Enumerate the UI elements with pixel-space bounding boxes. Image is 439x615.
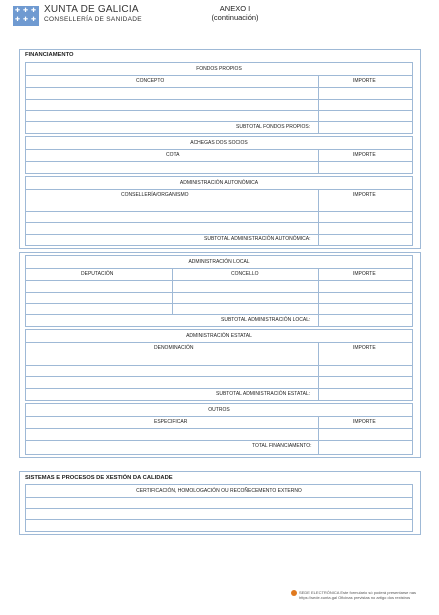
footer-line-2: https://sede.xunta.gal Oficinas previstas no artigo dos rexistros xyxy=(299,595,411,600)
annex-title: ANEXO I xyxy=(219,4,251,13)
financing-total: TOTAL FINANCIAMENTO: xyxy=(252,443,312,449)
own-funds-title: FONDOS PROPIOS xyxy=(196,66,242,72)
col-body: CONSELLERÍA/ORGANISMO xyxy=(121,192,189,198)
annex-subtitle: (continuación) xyxy=(211,13,259,22)
financing-section xyxy=(19,49,421,249)
quality-title: SISTEMAS E PROCESOS DE XESTIÓN DA CALIDADE xyxy=(25,475,173,481)
partners-band xyxy=(25,136,413,174)
own-funds-band xyxy=(25,62,413,134)
col-concept: CONCEPTO xyxy=(136,78,165,84)
footer-line-1: SEDE ELECTRÓNICA Este formulario só poderá presentarse nas xyxy=(299,590,416,595)
partners-title: ACHEGAS DOS SOCIOS xyxy=(190,140,248,146)
local-admin-title: ADMINISTRACIÓN LOCAL xyxy=(188,259,250,265)
col-name: DENOMINACIÓN xyxy=(154,345,194,351)
col-amount: IMPORTE xyxy=(353,271,376,277)
sede-electronica-icon xyxy=(291,590,297,596)
col-amount: IMPORTE xyxy=(353,419,376,425)
annex-heading xyxy=(170,4,300,22)
financing-title: FINANCIAMENTO xyxy=(25,52,74,58)
quality-band xyxy=(25,484,413,532)
state-admin-subtotal: SUBTOTAL ADMINISTRACIÓN ESTATAL: xyxy=(216,391,311,397)
col-amount: IMPORTE xyxy=(353,152,376,158)
col-specify: ESPECIFICAR xyxy=(154,419,188,425)
regional-admin-band xyxy=(25,176,413,246)
col-council: CONCELLO xyxy=(231,271,259,277)
col-amount: IMPORTE xyxy=(353,78,376,84)
local-admin-subtotal: SUBTOTAL ADMINISTRACIÓN LOCAL: xyxy=(221,317,311,323)
local-admin-band xyxy=(25,255,413,327)
others-band xyxy=(25,403,413,455)
col-amount: IMPORTE xyxy=(353,345,376,351)
col-province: DEPUTACIÓN xyxy=(81,271,114,277)
own-funds-subtotal: SUBTOTAL FONDOS PROPIOS: xyxy=(236,124,311,130)
col-certification: CERTIFICACIÓN, HOMOLOGACIÓN OU RECOÑECEMENTO EXTERNO xyxy=(136,488,302,494)
brand-subtitle: CONSELLERÍA DE SANIDADE xyxy=(44,16,142,23)
others-title: OUTROS xyxy=(208,407,230,413)
brand-title: XUNTA DE GALICIA xyxy=(44,4,139,15)
quality-section xyxy=(19,471,421,535)
col-amount: IMPORTE xyxy=(353,192,376,198)
footer-note xyxy=(299,590,416,600)
col-quota: COTA xyxy=(166,152,180,158)
xunta-cross-logo-icon: ✚ ✚ ✚ ✚ ✚ ✚ xyxy=(13,6,39,26)
state-admin-title: ADMINISTRACIÓN ESTATAL xyxy=(186,333,252,339)
regional-admin-subtotal: SUBTOTAL ADMINISTRACIÓN AUTONÓMICA: xyxy=(204,236,311,242)
regional-admin-title: ADMINISTRACIÓN AUTONÓMICA xyxy=(179,180,259,186)
state-admin-band xyxy=(25,329,413,401)
financing-continued-section xyxy=(19,252,421,458)
